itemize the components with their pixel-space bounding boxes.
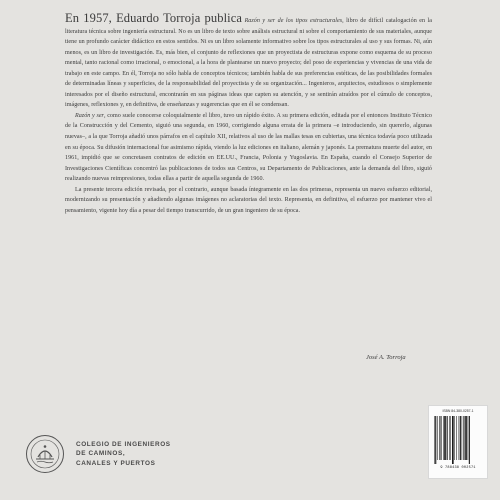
- intro-paragraph: [65, 13, 432, 111]
- barcode: [428, 405, 488, 479]
- publisher-logo: [26, 435, 171, 473]
- history-paragraph: [65, 111, 432, 185]
- history-body: , como suele conocerse coloquialmente el libro, tuvo un rápido éxito. A su primera edición, editada por el entonces Instituto Técnico de la Construcción y del Cemento, siguió una segunda, en 1960, corrigiendo alguna errata de la primera –e introduciendo, sin quererlo, algunas nuevas–, a la que Torroja añadió unos párrafos en el capítulo XII, relativos al uso de las mallas tesas en cubiertas, una técnica todavía poco utilizada en su época. Su difusión internacional fue asimismo rápida, viendo la luz ediciones en italiano, alemán y japonés. La prematura muerte del autor, en 1961, impidió que se concretasen contratos de edición en EE.UU., Francia, Polonia y Yugoslavia. En España, cuando el Consejo Superior de Investigaciones Científicas concentró las publicaciones de todos sus Centros, su Departamento de Publicaciones, ante la demanda del libro, siguió realizando nuevas reimpresiones, todas ellas a partir de aquella segunda de 1960.: [65, 112, 432, 183]
- isbn-label: ISBN 84-380-0257-1: [442, 409, 474, 413]
- signature: José A. Torroja: [366, 354, 406, 361]
- third-edition-paragraph: La presente tercera edición revisada, por el contrario, aunque basada íntegramente en las dos primeras, representa un nuevo esfuerzo editorial, modernizando su presentación y añadiendo algunas imágenes no aclaratorias del texto. Representa, en definitiva, el esfuerzo por mantener vivo el pensamiento, vigente hoy día a pesar del tiempo transcurrido, de un gran ingeniero de su época.: [65, 186, 432, 214]
- intro-body: , libro de difícil catalogación en la literatura técnica sobre ingeniería estructural. No es un libro de texto sobre análisis estructural ni sobre el comportamiento de sus materiales, aunque tiene un profundo carácter didáctico en estos sentidos. Ni es un libro solamente informativo sobre los tipos estructurales al uso y sus formas. Ni, aún menos, es un libro de investigación. Es, más bien, el conjunto de reflexiones que un proyectista de estructuras expone como esquema de su proceso mental, tanto racional como irracional, o emocional, a la hora de plantearse un nuevo proyecto; del poso de experiencias y vivencias de una vida de trabajo en este campo. En él, Torroja no sólo habla de conceptos técnicos; también habla de sus preferencias estéticas, de las posibilidades formales de determinadas líneas y superficies, de la responsabilidad del proyectista y de su organización... Ingenieros, arquitectos, estudiosos o simplemente interesados por el diseño estructural, encontrarán en sus páginas ideas que capten su atención, y se sentirán atraídos por el cúmulo de conceptos, imágenes, reflexiones y, en definitiva, de enseñanzas y sugerencias que en él se condensan.: [65, 18, 432, 109]
- blurb-text: [65, 13, 432, 216]
- short-title: Razón y ser: [75, 112, 104, 119]
- barcode-icon: [433, 416, 483, 464]
- book-title: Razón y ser de los tipos estructurales: [244, 18, 343, 24]
- publisher-line: DE CAMINOS,: [76, 450, 126, 458]
- publisher-line: CANALES Y PUERTOS: [76, 459, 156, 467]
- barcode-digits: 9 788438 002571: [440, 466, 476, 470]
- publisher-name: [76, 440, 171, 469]
- lead-phrase: En 1957, Eduardo Torroja publica: [65, 11, 243, 25]
- publisher-line: COLEGIO DE INGENIEROS: [76, 440, 171, 448]
- seal-icon: [26, 435, 64, 473]
